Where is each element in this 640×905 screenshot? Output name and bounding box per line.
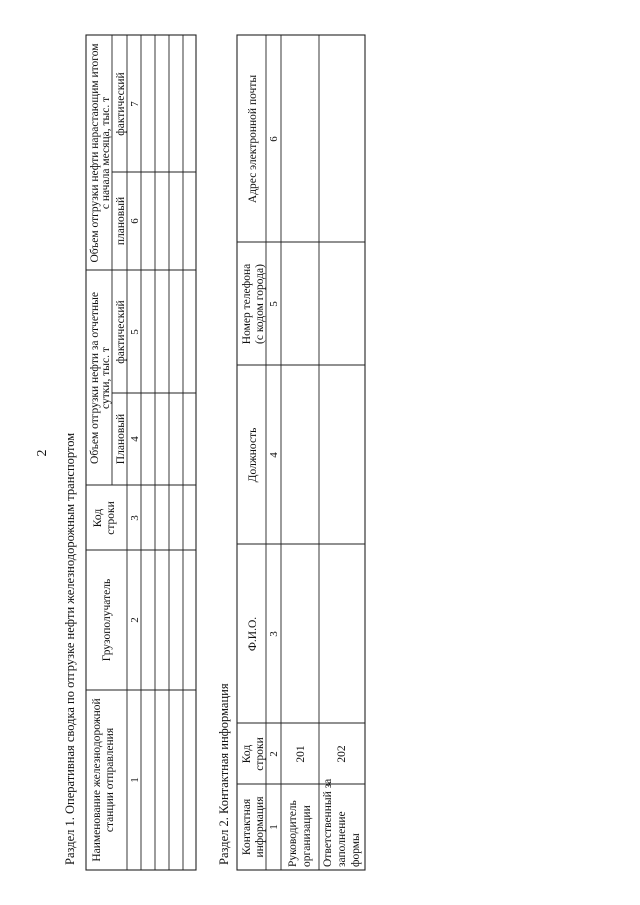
s2-header-contact: Контактная <box>241 798 253 856</box>
s1-header-code: Код <box>92 508 104 528</box>
s1-header-daily-plan: Плановый <box>115 413 127 465</box>
s1-colnum-1: 1 <box>129 777 141 783</box>
section1-title: Раздел 1. Оперативная сводка по отгрузке нефти железнодорожным транспортом <box>63 432 77 865</box>
s1-header-daily-2: сутки, тыс. т <box>100 347 112 409</box>
s1-header-cum-plan: плановый <box>115 196 127 246</box>
s2-row2-label-2: заполнение <box>336 811 348 867</box>
s2-colnum-4: 4 <box>268 452 280 458</box>
s2-row1-label: Руководитель <box>287 800 299 867</box>
s2-row2-label: Ответственный за <box>322 778 334 867</box>
s2-colnum-3: 3 <box>268 631 280 637</box>
s2-header-position: Должность <box>247 427 259 483</box>
s2-header-phone: Номер телефона <box>241 263 253 345</box>
s2-colnum-5: 5 <box>268 301 280 307</box>
s1-header-daily-fact: фактический <box>115 300 127 364</box>
s2-colnum-2: 2 <box>268 751 280 757</box>
s2-row2-code: 202 <box>336 745 348 763</box>
s2-header-contact-2: информация <box>254 796 266 858</box>
s1-header-consignee: Грузополучатель <box>101 578 113 662</box>
s2-colnum-1: 1 <box>268 824 280 830</box>
s1-header-code-2: строки <box>105 501 117 535</box>
s2-header-code-2: строки <box>254 737 266 771</box>
s1-colnum-4: 4 <box>129 436 141 442</box>
s2-colnum-6: 6 <box>268 136 280 142</box>
s2-header-code: Код <box>241 744 253 764</box>
s2-row1-code: 201 <box>295 745 307 763</box>
s1-colnum-3: 3 <box>129 515 141 521</box>
s1-colnum-6: 6 <box>129 218 141 224</box>
page-number: 2 <box>35 449 50 457</box>
s2-header-fio: Ф.И.О. <box>247 616 259 652</box>
s1-colnum-2: 2 <box>129 617 141 623</box>
s1-header-station-2: станции отправления <box>104 727 116 833</box>
s1-header-cum-fact: фактический <box>115 72 127 136</box>
s1-header-station: Наименование железнодорожной <box>91 698 103 862</box>
section2-title: Раздел 2. Контактная информация <box>217 683 231 865</box>
s2-header-phone-2: (с кодом города) <box>254 264 266 344</box>
s2-row1-label-2: организации <box>301 805 313 867</box>
s2-row2-label-3: формы <box>350 833 362 867</box>
s1-header-cumulative: Объем отгрузки нефти нарастающим итогом <box>89 43 101 263</box>
s1-header-daily: Объем отгрузки нефти за отчетные <box>89 292 101 464</box>
s1-colnum-5: 5 <box>129 329 141 335</box>
s1-header-cumulative-2: с начала месяца, тыс. т <box>100 96 112 210</box>
s1-colnum-7: 7 <box>129 101 141 107</box>
s2-header-email: Адрес электронной почты <box>247 74 259 204</box>
